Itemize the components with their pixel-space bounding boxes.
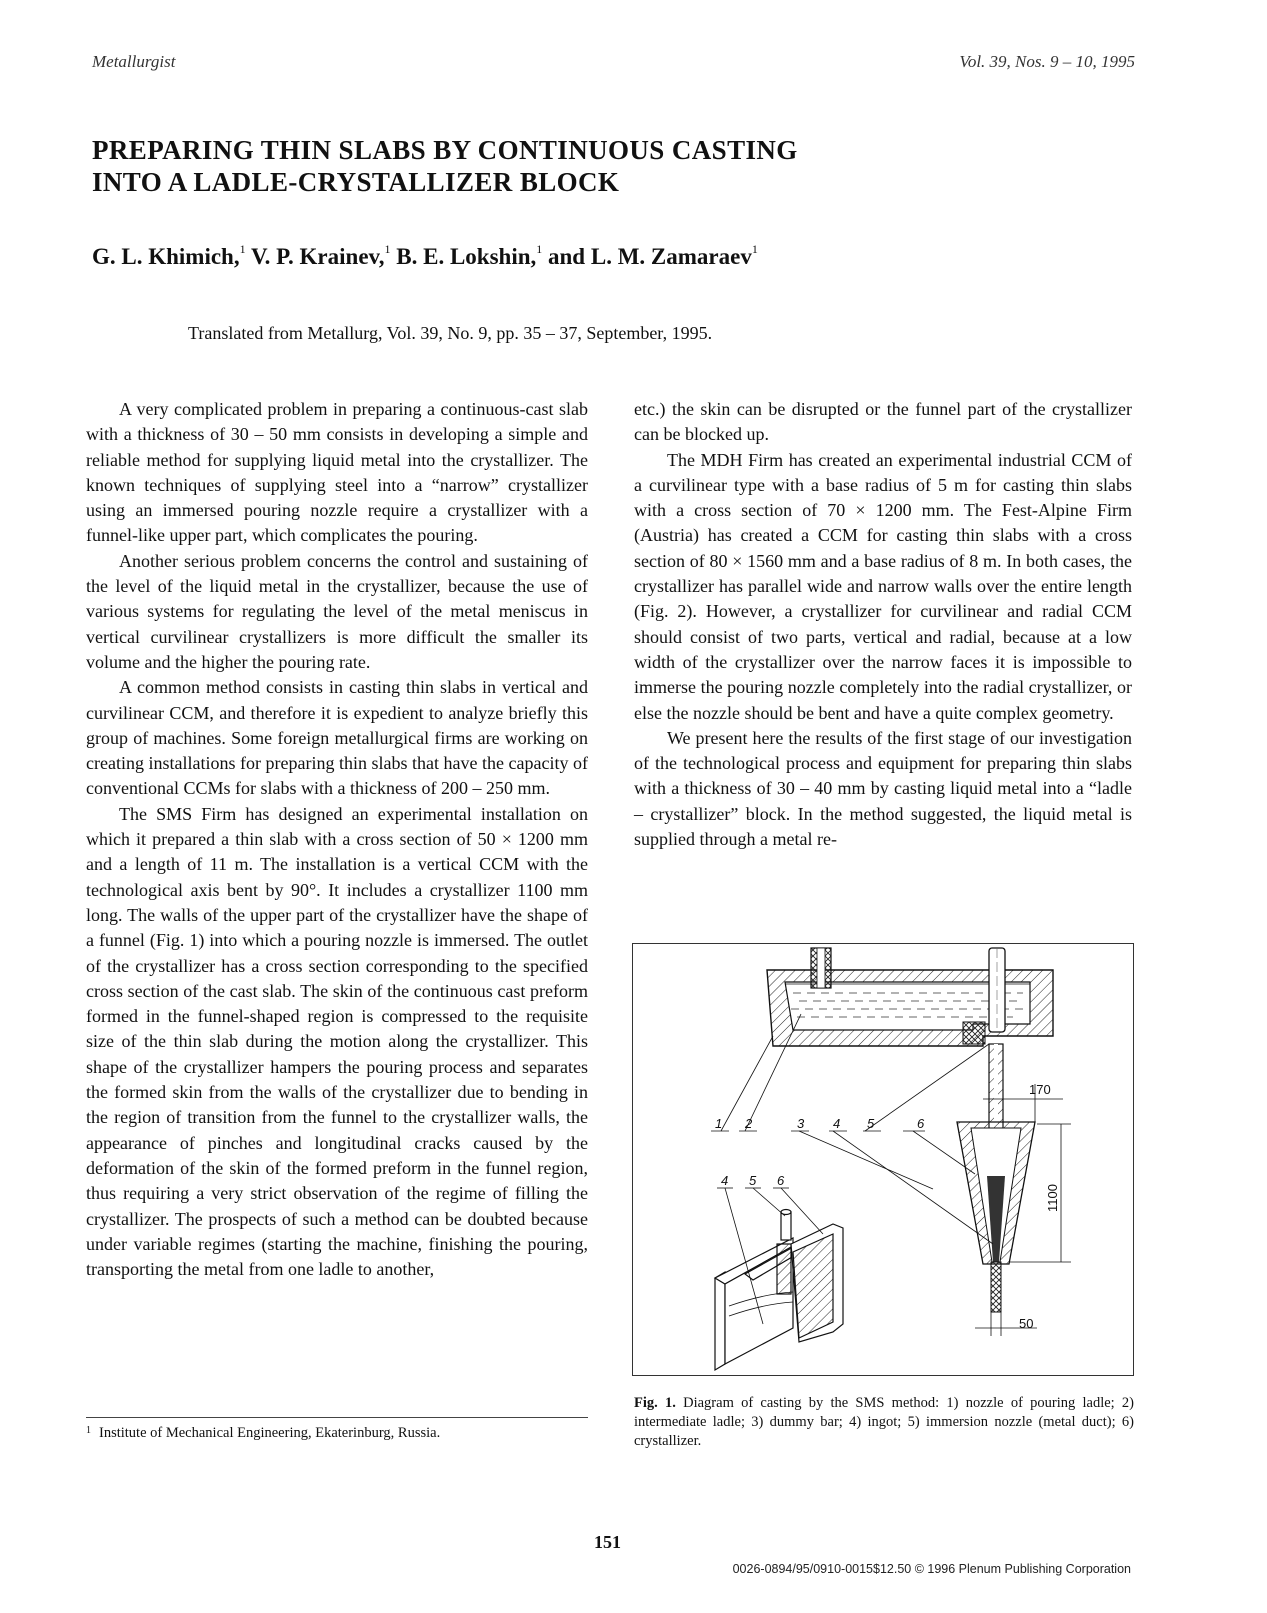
volume-info: Vol. 39, Nos. 9 – 10, 1995 — [959, 52, 1135, 71]
footnote-text: Institute of Mechanical Engineering, Ekaterinburg, Russia. — [99, 1425, 441, 1441]
intermediate-ladle — [767, 970, 1053, 1046]
label-6: 6 — [917, 1116, 925, 1131]
author-3-affiliation: 1 — [536, 242, 543, 256]
author-conjunction: and — [548, 244, 586, 269]
author-3: B. E. Lokshin, — [396, 244, 537, 269]
casting-diagram — [633, 944, 1132, 1374]
label-leaders — [711, 1014, 993, 1244]
caption-text: Diagram of casting by the SMS method: 1) nozzle of pouring ladle; 2) intermediate ladle; 3) dummy bar; 4) ingot; 5) immersion nozzle (metal duct); 6) crystallizer. — [634, 1395, 1134, 1449]
crystallizer — [957, 1122, 1035, 1312]
translation-note: Translated from Metallurg, Vol. 39, No. 9, pp. 35 – 37, September, 1995. — [188, 323, 713, 343]
pouring-ladle-nozzle — [811, 948, 831, 988]
dummy-bar — [989, 948, 1005, 1032]
figure-caption — [634, 1394, 1134, 1451]
right-column — [634, 397, 1132, 852]
paragraph: A common method consists in casting thin slabs in vertical and curvilinear CCM, and therefore it is expedient to analyze briefly this group of machines. Some foreign metallurgical firms are working on creating installations for preparing thin slabs that have the capacity of conventional CCMs for slabs with a thickness of 200 – 250 mm. — [86, 677, 588, 799]
paragraph: etc.) the skin can be disrupted or the funnel part of the crystallizer can be blocked up. — [634, 399, 1132, 445]
label-2: 2 — [745, 1116, 753, 1131]
title-line-2: INTO A LADLE-CRYSTALLIZER BLOCK — [92, 167, 620, 197]
label-4: 4 — [833, 1116, 841, 1131]
dimension-50-label: 50 — [1019, 1316, 1034, 1331]
left-column — [86, 397, 588, 1282]
author-list — [92, 244, 758, 270]
inset-label-6: 6 — [777, 1173, 785, 1188]
article-title — [92, 134, 992, 198]
inset-label-5: 5 — [749, 1173, 757, 1188]
title-line-1: PREPARING THIN SLABS BY CONTINUOUS CASTING — [92, 135, 798, 165]
paragraph: Another serious problem concerns the control and sustaining of the level of the liquid metal in the crystallizer, because the use of various systems for regulating the level of the metal meniscus in vertical curvilinear crystallizers is more difficult the smaller its volume and the higher the pouring rate. — [86, 550, 588, 672]
author-4: L. M. Zamaraev — [590, 244, 752, 269]
author-2: V. P. Krainev, — [250, 244, 385, 269]
author-4-affiliation: 1 — [751, 242, 758, 256]
copyright-line: 0026-0894/95/0910-0015$12.50 © 1996 Plenum Publishing Corporation — [732, 1562, 1131, 1576]
figure-label: Fig. 1. — [634, 1395, 676, 1411]
paragraph: The SMS Firm has designed an experimental installation on which it prepared a thin slab with a cross section of 50 × 1200 mm and a length of 11 m. The installation is a vertical CCM with the technological axis bent by 90°. It includes a crystallizer 1100 mm long. The walls of the upper part of the crystallizer have the shape of a funnel (Fig. 1) into which a pouring nozzle is immersed. The outlet of the crystallizer has a cross section corresponding to the specified cross section of the cast slab. The skin of the continuous cast preform formed in the funnel-shaped region is compressed to the requisite size of the thin slab during the motion along the crystallizer. This shape of the crystallizer hampers the pouring process and separates the formed skin from the walls of the crystallizer due to bending in the region of transition from the funnel to the crystallizer walls, the appearance of pinches and longitudinal cracks caused by the deformation of the skin of the formed preform in the funnel region, thus requiring a very strict observation of the regime of filling the crystallizer. The prospects of such a method can be doubted because under variable regimes (starting the machine, finishing the pouring, transporting the metal from one ladle to another, — [86, 803, 588, 1280]
page-number: 151 — [594, 1532, 621, 1552]
footnote-mark: 1 — [86, 1425, 91, 1436]
inset-label-4: 4 — [721, 1173, 729, 1188]
author-2-affiliation: 1 — [384, 242, 391, 256]
footnote — [86, 1425, 440, 1442]
label-3: 3 — [797, 1116, 805, 1131]
paragraph: We present here the results of the first stage of our investigation of the technological process and equipment for preparing thin slabs with a thickness of 30 – 40 mm by casting liquid metal into a “ladle – crystallizer” block. In the method suggested, the liquid metal is supplied through a metal re- — [634, 727, 1132, 850]
inset-isometric — [715, 1210, 843, 1371]
dimension-1100-label: 1100 — [1045, 1184, 1060, 1212]
paragraph: The MDH Firm has created an experimental industrial CCM of a curvilinear type with a base radius of 5 m for casting thin slabs with a cross section of 70 × 1200 mm. The Fest-Alpine Firm (Austria) has created a CCM for casting thin slabs with a cross section of 80 × 1560 mm and a base radius of 8 m. In both cases, the crystallizer has parallel wide and narrow walls over the entire length (Fig. 2). However, a crystallizer for curvilinear and radial CCM should consist of two parts, vertical and radial, because at a low width of the crystallizer over the narrow faces it is impossible to immerse the pouring nozzle completely into the radial crystallizer, or else the nozzle should be bent and have a quite complex geometry. — [634, 449, 1132, 723]
paragraph: A very complicated problem in preparing a continuous-cast slab with a thickness of 30 – 50 mm consists in developing a simple and reliable method for supplying liquid metal into the crystallizer. The known techniques of supplying steel into a “narrow” crystallizer using an immersed pouring nozzle require a crystallizer with a funnel-like upper part, which complicates the pouring. — [86, 399, 588, 546]
author-1-affiliation: 1 — [239, 242, 246, 256]
figure-1 — [632, 943, 1134, 1376]
dimension-170-label: 170 — [1029, 1082, 1051, 1097]
footnote-divider — [86, 1417, 588, 1418]
journal-name: Metallurgist — [92, 52, 176, 71]
label-5: 5 — [867, 1116, 875, 1131]
author-1: G. L. Khimich, — [92, 244, 240, 269]
label-1: 1 — [715, 1116, 723, 1131]
